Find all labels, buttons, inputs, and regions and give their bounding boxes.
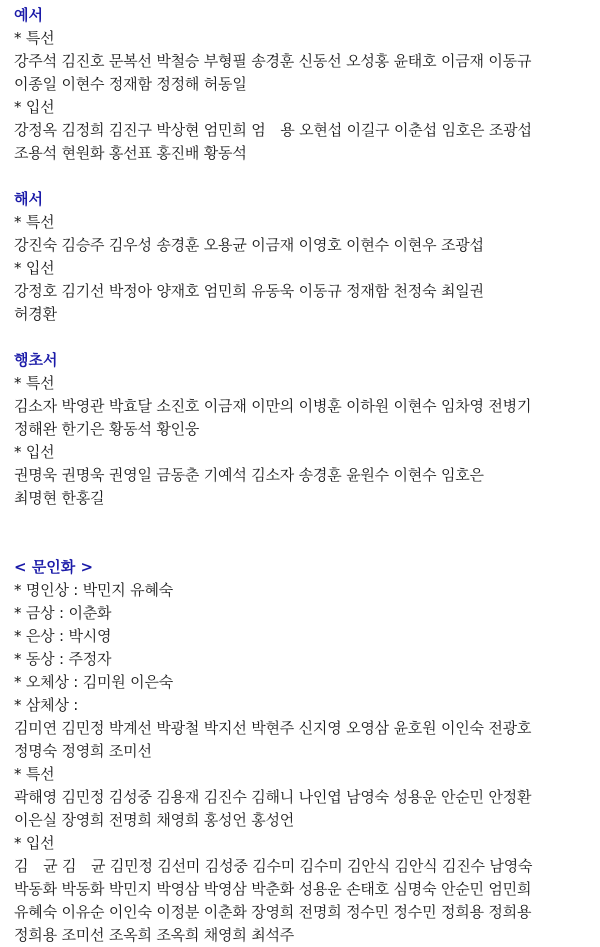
award-line: * 오체상 : 김미원 이은숙 [14,673,174,691]
category-label: * 특선 [14,213,55,231]
name-list-line: 이종일 이현수 정재함 정정해 허동일 [14,75,247,93]
category-label: * 특선 [14,374,55,392]
section-yeseo [14,4,590,165]
award-line: * 금상 : 이춘화 [14,604,112,622]
name-list-line: 강정옥 김정희 김진구 박상현 엄민희 엄 용 오현섭 이길구 이춘섭 임호은 조광섭 [14,121,532,139]
category-label: * 입선 [14,259,55,277]
category-label: * 특선 [14,765,55,783]
name-list-line: 김미연 김민정 박계선 박광철 박지선 박현주 신지영 오영삼 윤호원 이인숙 전광호 [14,719,532,737]
name-list-line: 강진숙 김승주 김우성 송경훈 오용균 이금재 이영호 이현수 이현우 조광섭 [14,236,484,254]
section-title: < 문인화 > [14,558,94,576]
spacer [14,165,590,188]
name-list-line: 조용석 현원화 홍선표 홍진배 황동석 [14,144,247,162]
name-list-line: 강정호 김기선 박정아 양재호 엄민희 유동욱 이동규 정재함 천정숙 최일권 [14,282,484,300]
name-list-line: 이은실 장영희 전명희 채영희 홍성언 홍성언 [14,811,295,829]
category-label: * 특선 [14,29,55,47]
section-title: 해서 [14,190,43,208]
name-list-line: 김 균 김 균 김민정 김선미 김성중 김수미 김수미 김안식 김안식 김진수 남영숙 [14,857,533,875]
section-haeseo [14,188,590,326]
name-list-line: 허경환 [14,305,57,323]
name-list-line: 정희용 조미선 조옥희 조옥희 채영희 최석주 [14,926,295,944]
name-list-line: 정명숙 정영희 조미선 [14,742,152,760]
name-list-line: 강주석 김진호 문복선 박철승 부형필 송경훈 신동선 오성홍 윤태호 이금재 이동규 [14,52,532,70]
name-list-line: 권명욱 권명욱 권영일 금동춘 기예석 김소자 송경훈 윤원수 이현수 임호은 [14,466,484,484]
award-line: * 명인상 : 박민지 유혜숙 [14,581,174,599]
name-list-line: 곽해영 김민정 김성중 김용재 김진수 김해니 나인엽 남영숙 성용운 안순민 안정환 [14,788,532,806]
section-muninhwa [14,556,590,947]
category-label: * 입선 [14,834,55,852]
section-title: 예서 [14,6,43,24]
spacer [14,326,590,349]
name-list-line: 김소자 박영관 박효달 소진호 이금재 이만의 이병훈 이하원 이현수 임차영 전병기 [14,397,532,415]
award-line: * 동상 : 주정자 [14,650,112,668]
name-list-line: 박동화 박동화 박민지 박영삼 박영삼 박춘화 성용운 손태호 심명숙 안순민 엄민희 [14,880,532,898]
section-title: 행초서 [14,351,58,369]
section-haengchoseo [14,349,590,510]
award-line: * 은상 : 박시영 [14,627,112,645]
name-list-line: 유혜숙 이유순 이인숙 이정분 이춘화 장영희 전명희 정수민 정수민 정희용 정희용 [14,903,532,921]
category-label: * 입선 [14,98,55,116]
name-list-line: 정해완 한기은 황동석 황인웅 [14,420,200,438]
category-label: * 삼체상 : [14,696,79,714]
spacer [14,510,590,556]
name-list-line: 최명현 한홍길 [14,489,105,507]
category-label: * 입선 [14,443,55,461]
